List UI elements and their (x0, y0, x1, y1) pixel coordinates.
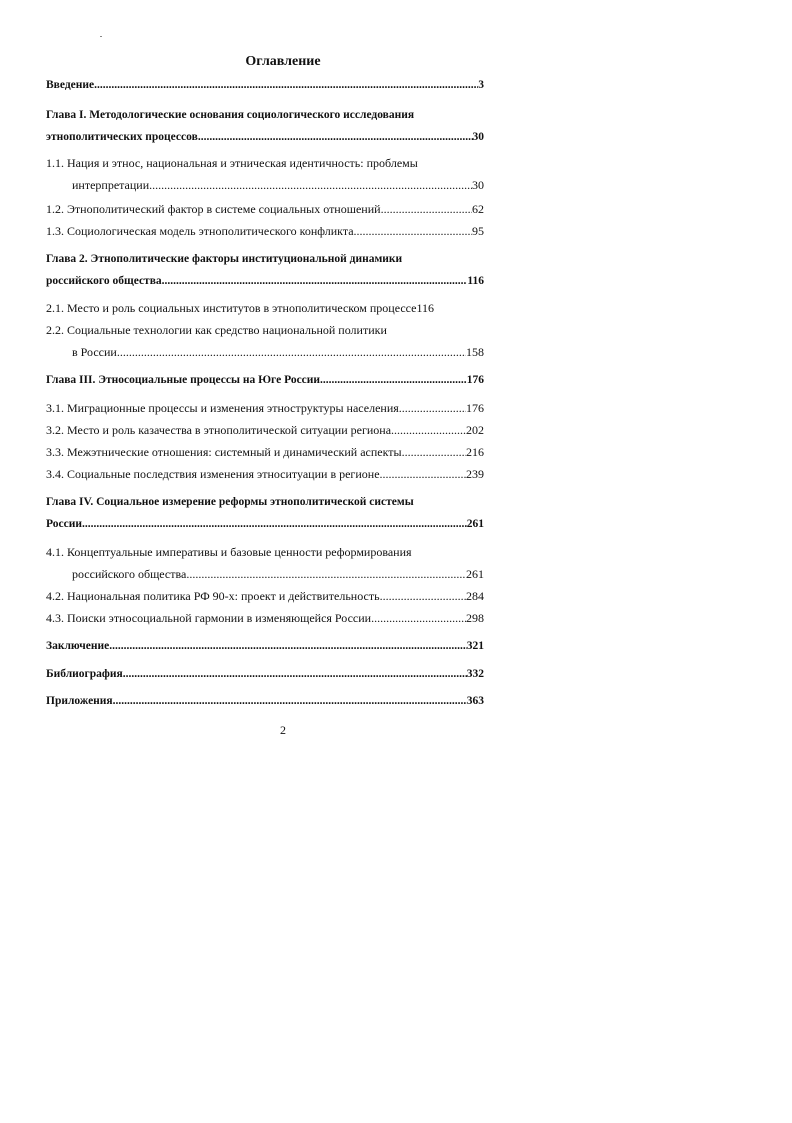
toc-entry-text: 1.3. Социологическая модель этнополитического конфликта (46, 224, 354, 238)
toc-entry-page: 202 (466, 423, 484, 437)
toc-entry-page: 116 (416, 301, 435, 315)
toc-entry[interactable] (46, 445, 484, 459)
toc-entry-text: российского общества (72, 567, 187, 581)
toc-entry-text: интерпретации (72, 178, 150, 192)
toc-entry[interactable] (46, 274, 484, 288)
toc-entry-page: 62 (472, 202, 484, 216)
toc-leader-dots (380, 589, 466, 603)
toc-leader-dots (391, 423, 466, 437)
toc-entry[interactable] (46, 589, 484, 603)
toc-entry-text: 3.3. Межэтнические отношения: системный и динамический аспекты (46, 445, 402, 459)
toc-entry[interactable] (46, 323, 484, 337)
toc-leader-dots (320, 373, 467, 387)
toc-entry-page: 3 (478, 79, 484, 91)
toc-leader-dots (113, 694, 467, 708)
toc-entry-text: этнополитических процессов (46, 131, 198, 143)
toc-entry-text: Глава 2. Этнополитические факторы институциональной динамики (46, 253, 403, 265)
toc-entry-text: 4.2. Национальная политика РФ 90-х: проект и действительность (46, 589, 380, 603)
toc-entry-text: Приложения (46, 695, 113, 707)
toc-leader-dots (354, 224, 472, 238)
toc-entry[interactable] (46, 178, 484, 192)
toc-entry[interactable] (46, 202, 484, 216)
toc-leader-dots (94, 78, 478, 92)
toc-entry[interactable] (46, 545, 484, 559)
toc-leader-dots (162, 274, 468, 288)
toc-entry[interactable] (46, 373, 484, 387)
toc-entry-text: 3.1. Миграционные процессы и изменения этноструктуры населения (46, 401, 399, 415)
toc-entry-page: 158 (466, 345, 484, 359)
toc-entry-text: Библиография (46, 668, 123, 680)
toc-entry-text: Введение (46, 79, 95, 91)
toc-entry[interactable] (46, 224, 484, 238)
toc-entry[interactable] (46, 78, 484, 92)
toc-leader-dots (380, 467, 466, 481)
toc-entry[interactable] (46, 495, 484, 509)
toc-entry[interactable] (46, 252, 484, 266)
toc-entry-page: 30 (472, 131, 484, 143)
toc-entry[interactable] (46, 301, 484, 315)
toc-entry-text: 1.1. Нация и этнос, национальная и этническая идентичность: проблемы (46, 156, 418, 170)
toc-entry-page: 261 (466, 518, 484, 530)
toc-entry-text: Глава III. Этносоциальные процессы на Юге России (46, 374, 321, 386)
toc-entry-text: 2.2. Социальные технологии как средство национальной политики (46, 323, 387, 337)
toc-entry-page: 95 (472, 224, 484, 238)
toc-entry-text: 4.1. Концептуальные императивы и базовые ценности реформирования (46, 545, 412, 559)
toc-entry-text: 1.2. Этнополитический фактор в системе социальных отношений (46, 202, 381, 216)
toc-entry-text: 4.3. Поиски этносоциальной гармонии в изменяющейся России (46, 611, 372, 625)
toc-entry-text: 2.1. Место и роль социальных институтов в этнополитическом процессе (46, 301, 417, 315)
toc-entry-text: Заключение (46, 640, 110, 652)
toc-entry[interactable] (46, 156, 484, 170)
toc-entry-page: 239 (466, 467, 484, 481)
toc-entry-page: 261 (466, 567, 484, 581)
toc-entry[interactable] (46, 423, 484, 437)
toc-entry[interactable] (46, 345, 484, 359)
toc-leader-dots (198, 130, 473, 144)
toc-entry[interactable] (46, 467, 484, 481)
toc-entry-text: в России (72, 345, 117, 359)
toc-entry-page: 176 (466, 374, 484, 386)
toc-entry[interactable] (46, 611, 484, 625)
toc-entry-text: Глава I. Методологические основания социологического исследования (46, 109, 415, 121)
toc-entry-page: 216 (466, 445, 484, 459)
toc-entry-text: России (46, 518, 82, 530)
toc-entry[interactable] (46, 517, 484, 531)
toc-leader-dots (123, 667, 467, 681)
toc-leader-dots (149, 178, 472, 192)
toc-leader-dots (399, 401, 466, 415)
toc-entry-page: 116 (467, 275, 484, 287)
toc-entry-text: 3.4. Социальные последствия изменения этноситуации в регионе (46, 467, 380, 481)
toc-entry-page: 321 (466, 640, 484, 652)
toc-leader-dots (381, 202, 472, 216)
toc-leader-dots (371, 611, 466, 625)
toc-leader-dots (82, 517, 467, 531)
toc-entry[interactable] (46, 694, 484, 708)
toc-leader-dots (117, 345, 466, 359)
page-number: 2 (280, 723, 286, 737)
toc-leader-dots (402, 445, 466, 459)
page-title: Оглавление (245, 54, 321, 69)
toc-entry[interactable] (46, 401, 484, 415)
toc-entry[interactable] (46, 108, 484, 122)
toc-leader-dots (186, 567, 466, 581)
toc-entry-text: 3.2. Место и роль казачества в этнополитической ситуации региона (46, 423, 392, 437)
toc-entry[interactable] (46, 130, 484, 144)
toc-entry-text: российского общества (46, 275, 162, 287)
toc-entry[interactable] (46, 667, 484, 681)
toc-entry[interactable] (46, 639, 484, 653)
toc-entry[interactable] (46, 567, 484, 581)
toc-entry-page: 298 (466, 611, 484, 625)
toc-entry-page: 176 (466, 401, 484, 415)
scan-speck (100, 36, 102, 37)
toc-entry-page: 284 (466, 589, 484, 603)
toc-leader-dots (109, 639, 467, 653)
toc-entry-text: Глава IV. Социальное измерение реформы этнополитической системы (46, 496, 414, 508)
toc-entry-page: 30 (472, 178, 484, 192)
toc-entry-page: 332 (466, 668, 484, 680)
toc-entry-page: 363 (466, 695, 484, 707)
